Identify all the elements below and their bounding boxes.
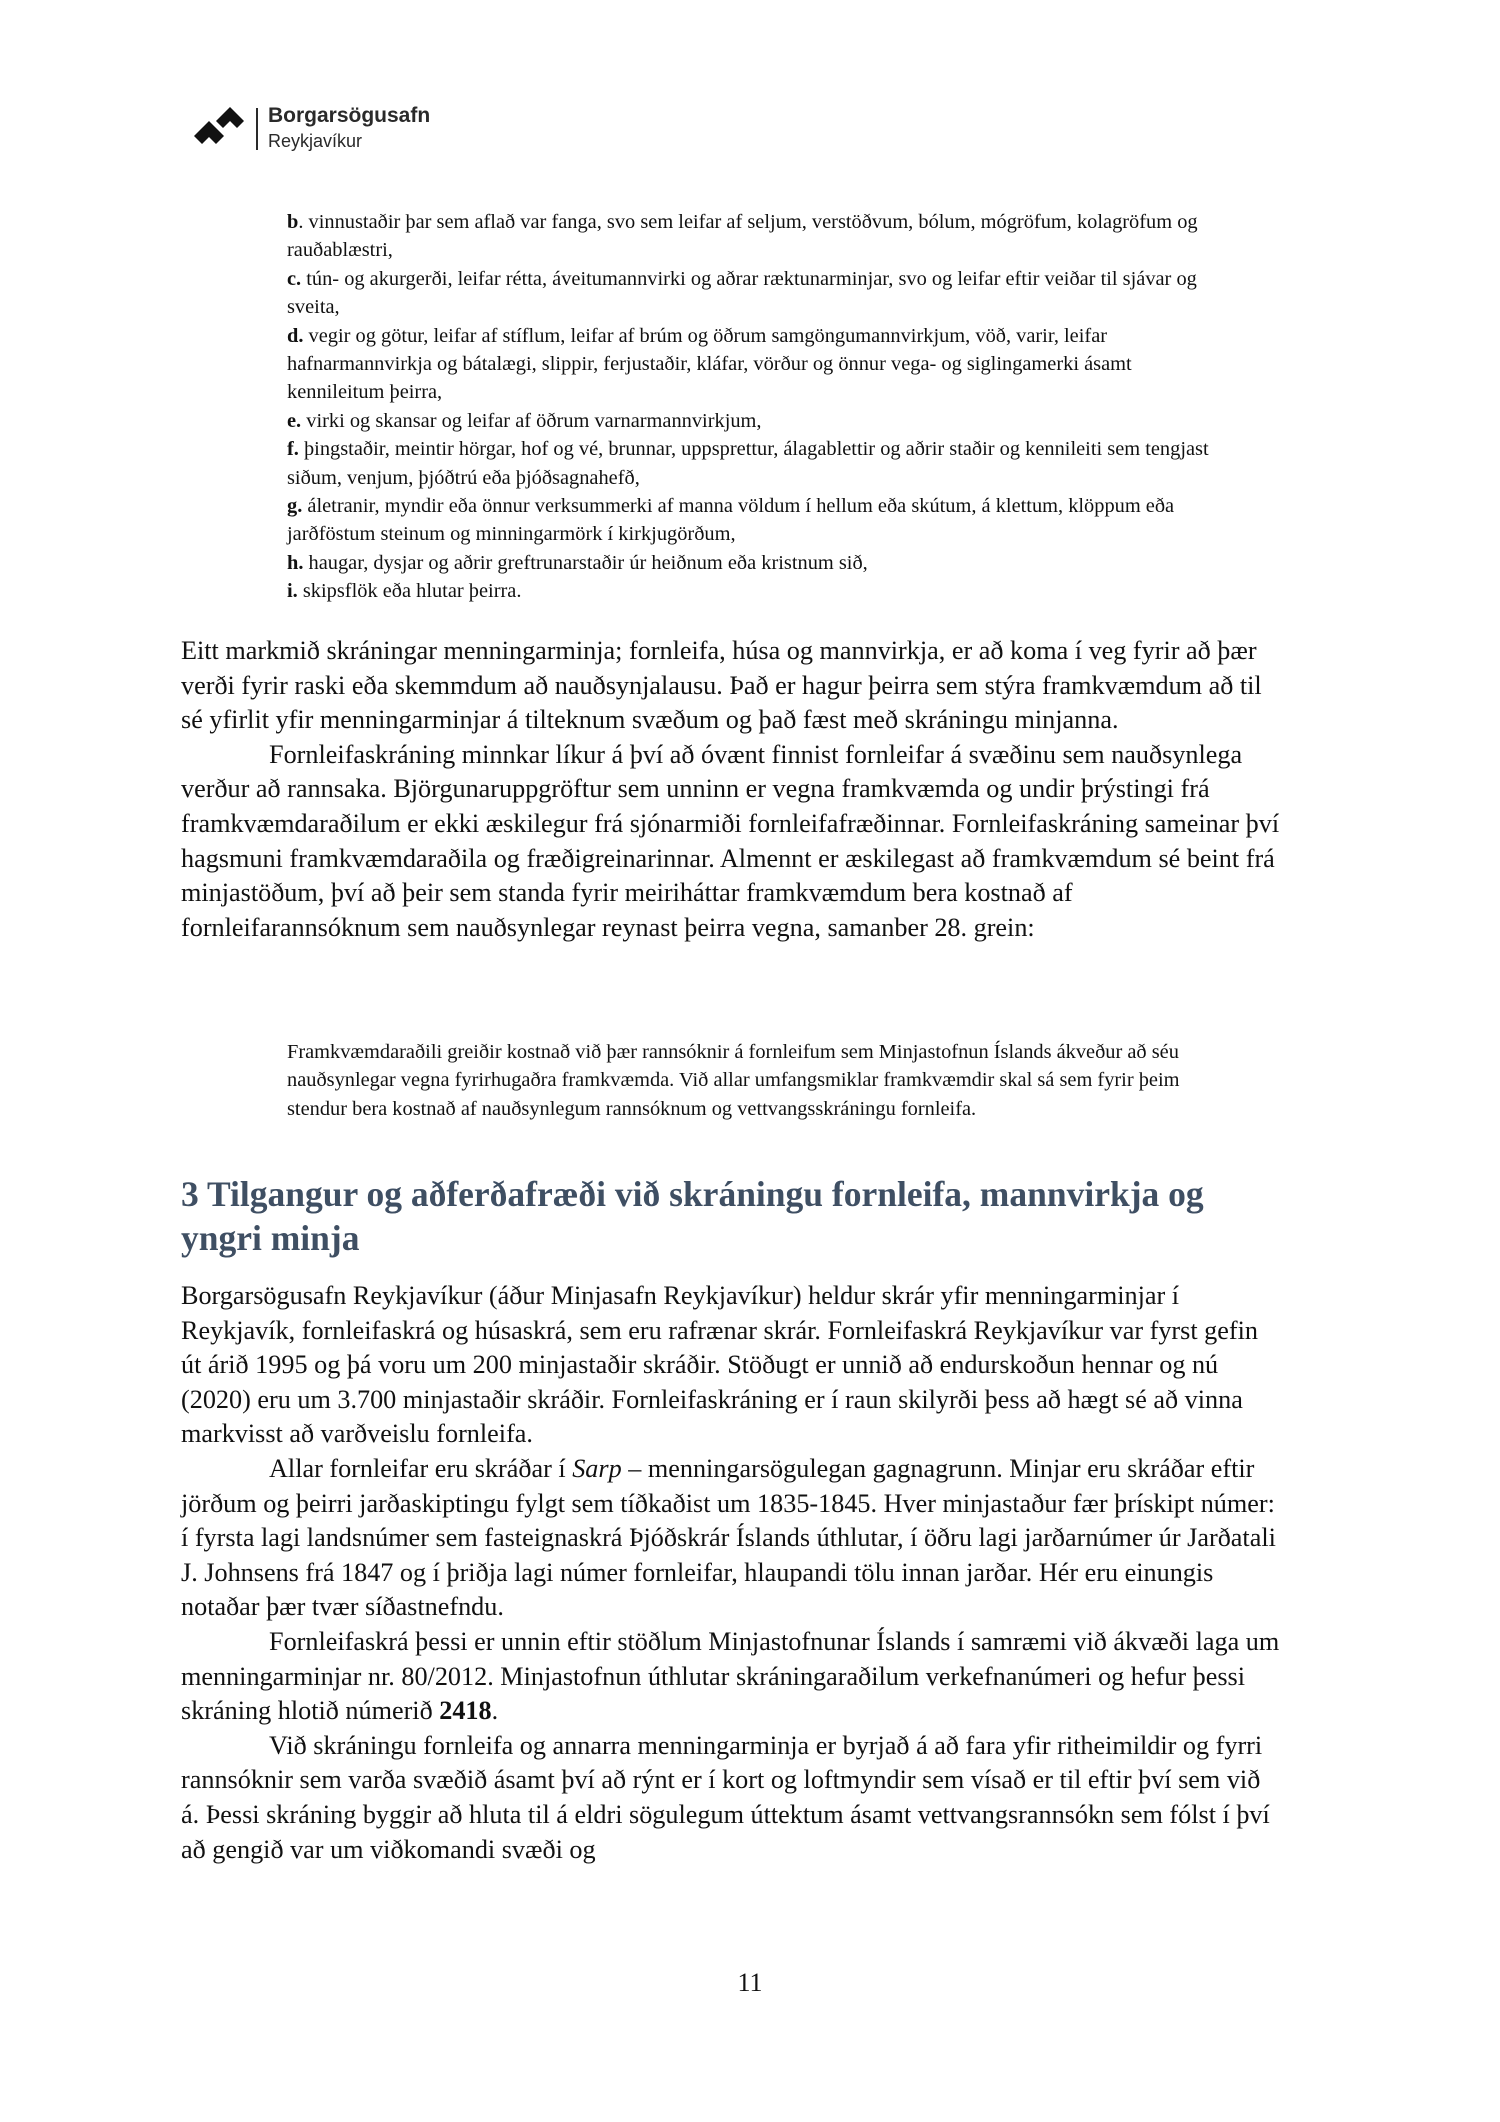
list-item-label: b — [287, 211, 299, 233]
list-item-label: i. — [287, 580, 298, 603]
legal-list — [287, 208, 1227, 606]
list-item-text: þingstaðir, meintir hörgar, hof og vé, brunnar, uppsprettur, álagablettir og aðrir staðir og kennileiti sem tengjast siðum, venjum, þjóðtrú eða þjóðsagnahefð, — [287, 438, 1209, 489]
project-number: 2418 — [439, 1696, 492, 1726]
paragraph-text: Fornleifaskrá þessi er unnin eftir stöðlum Minjastofnunar Íslands í samræmi við ákvæði laga um menningarminjar nr. 80/2012. Minjastofnun úthlutar skráningaraðilum verkefnanúmeri og hefur þessi skráning hlotið númerið — [181, 1626, 1280, 1726]
list-item — [287, 549, 1227, 577]
paragraph: Við skráningu fornleifa og annarra menningarminja er byrjað á að fara yfir ritheimildir og fyrri rannsóknir sem varða svæðið ásamt því að rýnt er í kort og loftmyndir sem vísað er til eftir því sem við á. Þessi skráning byggir að hluta til á eldri sögulegum úttektum ásamt vettvangsrannsókn sem fólst í því að gengið var um viðkomandi svæði og — [181, 1730, 1270, 1864]
list-item — [287, 492, 1227, 549]
list-item-text: . vinnustaðir þar sem aflað var fanga, svo sem leifar af seljum, verstöðvum, bólum, mógröfum, kolagröfum og rauðablæstri, — [287, 211, 1198, 262]
section-text — [181, 1279, 1281, 1867]
law-quote: Framkvæmdaraðili greiðir kostnað við þær rannsóknir á fornleifum sem Minjastofnun Íslands ákveður að séu nauðsynlegar vegna fyrirhugaðra framkvæmda. Við allar umfangsmiklar framkvæmdir skal sá sem fyrir þeim stendur bera kostnað af nauðsynlegum rannsóknum og vettvangsskráningu fornleifa. — [287, 1041, 1180, 1120]
logo-name: Borgarsögusafn — [268, 104, 431, 127]
list-item — [287, 577, 1227, 605]
paragraph — [181, 1625, 1281, 1729]
list-item — [287, 322, 1227, 407]
list-item-label: f. — [287, 438, 299, 461]
paragraph: Eitt markmið skráningar menningarminja; fornleifa, húsa og mannvirkja, er að koma í veg fyrir að þær verði fyrir raski eða skemmdum að nauðsynjalausu. Það er hagur þeirra sem stýra framkvæmdum að til sé yfirlit yfir menningarminjar á tilteknum svæðum og það fæst með skráningu minjanna. — [181, 636, 1262, 735]
list-item-text: haugar, dysjar og aðrir greftrunarstaðir úr heiðnum eða kristnum sið, — [303, 551, 868, 574]
logo-subtitle: Reykjavíkur — [268, 131, 363, 151]
logo-chevron-icon — [194, 106, 246, 152]
list-item-label: e. — [287, 409, 302, 432]
paragraph — [181, 1452, 1281, 1625]
sarp-term: Sarp — [572, 1453, 622, 1483]
section-heading: 3 Tilgangur og aðferðafræði við skráningu fornleifa, mannvirkja og yngri minja — [181, 1174, 1204, 1258]
paragraph-text: – menningarsögulegan gagnagrunn. Minjar eru skráðar eftir jörðum og þeirri jarðaskiptingu fylgt sem tíðkaðist um 1835-1845. Hver minjastaður fær þrískipt númer: í fyrsta lagi landsnúmer sem fasteignaskrá Þjóðskrár Íslands úthlutar, í öðru lagi jarðarnúmer úr Jarðatali J. Johnsens frá 1847 og í þriðja lagi númer fornleifar, hlaupandi tölu innan jarðar. Hér eru einungis notaðar þær tvær síðastnefndu. — [181, 1453, 1276, 1622]
list-item-text: skipsflök eða hlutar þeirra. — [297, 580, 522, 603]
paragraph: Fornleifaskráning minnkar líkur á því að óvænt finnist fornleifar á svæðinu sem nauðsynlega verður að rannsaka. Björgunaruppgröftur sem unninn er vegna framkvæmda og undir þrýstingi frá framkvæmdaraðilum er ekki æskilegur frá sjónarmiði fornleifafræðinnar. Fornleifaskráning sameinar því hagsmuni framkvæmdaraðila og fræðigreinarinnar. Almennt er æskilegast að framkvæmdum sé beint frá minjastöðum, því að þeir sem standa fyrir meiriháttar framkvæmdum bera kostnað af fornleifarannsóknum sem nauðsynlegar reynast þeirra vegna, samanber 28. grein: — [181, 739, 1280, 942]
paragraph-text: . — [491, 1696, 499, 1726]
list-item-label: h. — [287, 551, 304, 574]
list-item-text: virki og skansar og leifar af öðrum varnarmannvirkjum, — [301, 409, 762, 432]
list-item-text: vegir og götur, leifar af stíflum, leifar af brúm og öðrum samgöngumannvirkjum, vöð, varir, leifar hafnarmannvirkja og bátalægi, slippir, ferjustaðir, kláfar, vörður og önnur vega- og siglingamerki ásamt kennileitum þeirra, — [287, 324, 1132, 404]
list-item-text: tún- og akurgerði, leifar rétta, áveitumannvirki og aðrar ræktunarminjar, svo og leifar eftir veiðar til sjávar og sveita, — [287, 267, 1197, 319]
intro-text — [181, 634, 1281, 945]
list-item-label: d. — [287, 324, 304, 347]
list-item — [287, 407, 1227, 435]
paragraph: Borgarsögusafn Reykjavíkur (áður Minjasafn Reykjavíkur) heldur skrár yfir menningarminjar í Reykjavík, fornleifaskrá og húsaskrá, sem eru rafrænar skrár. Fornleifaskrá Reykjavíkur var fyrst gefin út árið 1995 og þá voru um 200 minjastaðir skráðir. Stöðugt er unnið að endurskoðun hennar og nú (2020) eru um 3.700 minjastaðir skráðir. Fornleifaskráning er í raun skilyrði þess að hægt sé að vinna markvisst að varðveislu fornleifa. — [181, 1281, 1258, 1449]
museum-logo — [194, 104, 494, 154]
list-item-text: áletranir, myndir eða önnur verksummerki af manna völdum í hellum eða skútum, á klettum, klöppum eða jarðföstum steinum og minningarmörk í kirkjugörðum, — [287, 495, 1175, 546]
list-item — [287, 435, 1227, 492]
list-item-label: c. — [287, 267, 302, 290]
list-item — [287, 208, 1227, 265]
list-item — [287, 265, 1227, 322]
logo-divider — [256, 108, 258, 150]
paragraph-text: Allar fornleifar eru skráðar í — [269, 1453, 573, 1483]
page-number: 11 — [737, 1968, 763, 1997]
list-item-label: g. — [287, 495, 303, 518]
